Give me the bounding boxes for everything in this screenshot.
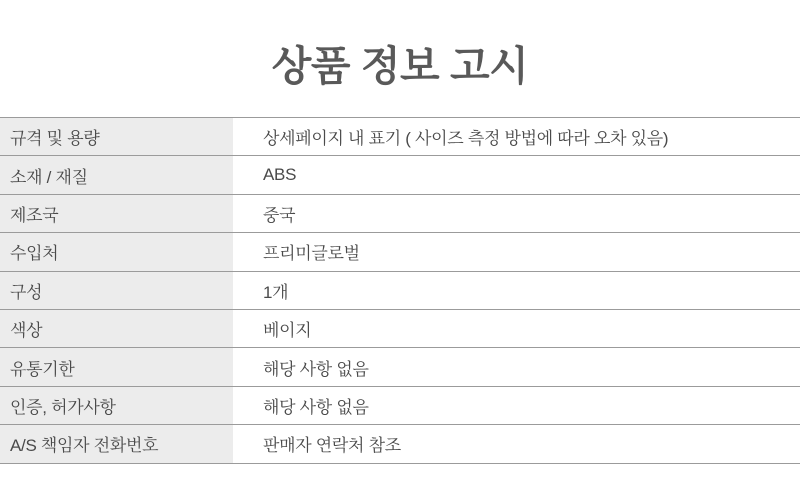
row-label: 제조국 [0,195,233,232]
row-label: 규격 및 용량 [0,118,233,155]
row-value: 해당 사항 없음 [233,387,800,424]
row-value: 프리미글로벌 [233,233,800,270]
row-label: A/S 책임자 전화번호 [0,425,233,462]
table-row [0,155,800,193]
table-row [0,117,800,155]
row-label: 구성 [0,272,233,309]
row-label: 인증, 허가사항 [0,387,233,424]
product-info-page [0,43,800,500]
row-label: 소재 / 재질 [0,156,233,193]
row-label: 유통기한 [0,348,233,385]
table-row [0,347,800,385]
table-row [0,424,800,462]
row-label: 수입처 [0,233,233,270]
table-row [0,386,800,424]
row-value: 1개 [233,272,800,309]
row-value: 중국 [233,195,800,232]
row-label: 색상 [0,310,233,347]
row-value: 상세페이지 내 표기 ( 사이즈 측정 방법에 따라 오차 있음) [233,118,800,155]
row-value: 해당 사항 없음 [233,348,800,385]
table-row [0,271,800,309]
product-info-table [0,117,800,464]
page-title: 상품 정보 고시 [271,43,529,89]
row-value: 베이지 [233,310,800,347]
row-value: 판매자 연락처 참조 [233,425,800,462]
table-row [0,232,800,270]
table-row [0,194,800,232]
row-value: ABS [233,156,800,193]
table-row [0,309,800,347]
